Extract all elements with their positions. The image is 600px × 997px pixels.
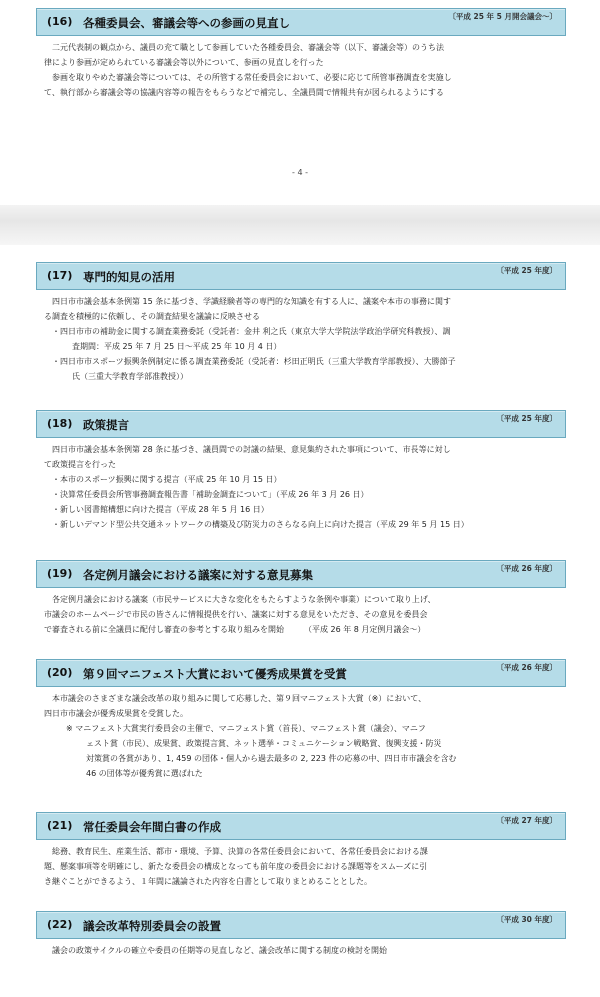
body-line: 総務、教育民生、産業生活、都市・環境、予算、決算の各常任委員会において、各常任委員会における課 xyxy=(52,847,428,856)
section-body xyxy=(36,588,566,637)
section-title: 議会改革特別委員会の設置 xyxy=(83,919,221,933)
body-line: 市議会のホームページで市民の皆さんに情報提供を行い、議案に対する意見をいただき、その意見を委員会 xyxy=(44,610,428,619)
section-header xyxy=(36,812,566,840)
period-tag: 〔平成 27 年度〕 xyxy=(496,816,557,825)
section-19 xyxy=(36,560,566,637)
document-page-4 xyxy=(0,0,600,205)
bullet-item: ・四日市市の補助金に関する調査業務委託（受託者：金井 利之氏（東京大学大学院法学政治学研究科教授）、調 xyxy=(52,327,451,336)
section-title: 各定例月議会における議案に対する意見募集 xyxy=(83,568,313,582)
body-line: 議会の政策サイクルの確立や委員の任期等の見直しなど、議会改革に関する制度の検討を開始 xyxy=(52,946,388,955)
section-header xyxy=(36,262,566,290)
section-header xyxy=(36,410,566,438)
section-header xyxy=(36,8,566,36)
body-line: る調査を積極的に依頼し、その調査結果を議論に反映させる xyxy=(44,312,260,321)
section-body xyxy=(36,438,566,532)
page-number: - 4 - xyxy=(292,168,308,177)
section-number: (19) xyxy=(47,567,73,580)
section-22 xyxy=(36,911,566,958)
section-18 xyxy=(36,410,566,532)
body-line: 四日市市議会が優秀成果賞を受賞した。 xyxy=(44,709,188,718)
bullet-item: ・新しい図書館構想に向けた提言（平成 28 年 5 月 16 日） xyxy=(52,505,269,514)
section-number: (21) xyxy=(47,819,73,832)
body-line: 四日市市議会基本条例第 28 条に基づき、議員間での討議の結果、意見集約された事項について、市長等に対し xyxy=(52,445,451,454)
section-body xyxy=(36,36,566,100)
bullet-item-cont: 査期間：平成 25 年 7 月 25 日～平成 25 年 10 月 4 日） xyxy=(72,342,282,351)
section-title: 各種委員会、審議会等への参画の見直し xyxy=(83,16,290,30)
body-line: 四日市市議会基本条例第 15 条に基づき、学識経験者等の専門的な知識を有する人に、議案や本市の事務に関す xyxy=(52,297,451,306)
section-number: (20) xyxy=(47,666,73,679)
section-20 xyxy=(36,659,566,781)
section-body xyxy=(36,687,566,781)
section-title: 第９回マニフェスト大賞において優秀成果賞を受賞 xyxy=(83,667,347,681)
section-number: (18) xyxy=(47,417,73,430)
section-16 xyxy=(36,8,566,100)
note-line: 対策賞の各賞があり、1, 459 の団体・個人から過去最多の 2, 223 件の応募の中、四日市市議会を含む xyxy=(86,754,457,763)
body-line: 二元代表制の観点から、議員の充て職として参画していた各種委員会、審議会等（以下、審議会等）のうち法 xyxy=(52,43,444,52)
section-title: 専門的知見の活用 xyxy=(83,270,175,284)
period-tag: 〔平成 25 年度〕 xyxy=(496,414,557,423)
section-title: 常任委員会年間白書の作成 xyxy=(83,820,221,834)
body-line: て、執行部から審議会等の協議内容等の報告をもらうなどで補完し、全議員間で情報共有が図られるようにする xyxy=(44,88,444,97)
section-body xyxy=(36,840,566,889)
body-line: き継ぐことができるよう、１年間に議論された内容を白書として取りまとめることとした。 xyxy=(44,877,372,886)
body-line: 題、懸案事項等を明確にし、新たな委員会の構成となっても前年度の委員会における課題等をスムーズに引 xyxy=(44,862,428,871)
section-header xyxy=(36,560,566,588)
section-body xyxy=(36,290,566,384)
note-line: 46 の団体等が優秀賞に選ばれた xyxy=(86,769,203,778)
period-tag: 〔平成 30 年度〕 xyxy=(496,915,557,924)
note-line: ェスト賞（市民）、成果賞、政策提言賞、ネット選挙・コミュニケーション戦略賞、復興支援・防災 xyxy=(86,739,442,748)
period-tag: 〔平成 25 年度〕 xyxy=(496,266,557,275)
body-line: 本市議会のさまざまな議会改革の取り組みに関して応募した、第９回マニフェスト大賞（※）において、 xyxy=(52,694,427,703)
body-line: 律により参画が定められている審議会等以外について、参画の見直しを行った xyxy=(44,58,324,67)
note-line: ※ マニフェスト大賞実行委員会の主催で、マニフェスト賞（首長）、マニフェスト賞（議会）、マニフ xyxy=(66,724,426,733)
section-number: (17) xyxy=(47,269,73,282)
bullet-item: ・決算常任委員会所管事務調査報告書「補助金調査について」（平成 26 年 3 月 26 日） xyxy=(52,490,369,499)
bullet-item: ・本市のスポーツ振興に関する提言（平成 25 年 10 月 15 日） xyxy=(52,475,282,484)
body-line: 各定例月議会における議案（市民サービスに大きな変化をもたらすような条例や事業）について取り上げ、 xyxy=(52,595,436,604)
body-line: で審査される前に全議員に配付し審査の参考とする取り組みを開始 （平成 26 年 8 月定例月議会～） xyxy=(44,625,426,634)
bullet-item: ・新しいデマンド型公共交通ネットワークの構築及び防災力のさらなる向上に向けた提言（平成 29 年 5 月 15 日） xyxy=(52,520,469,529)
body-line: 参画を取りやめた審議会等については、その所管する常任委員会において、必要に応じて所管事務調査を実施し xyxy=(52,73,452,82)
bullet-item: ・四日市市スポーツ振興条例制定に係る調査業務委託（受託者：杉田正明氏（三重大学教育学部教授）、大勝節子 xyxy=(52,357,456,366)
section-number: (16) xyxy=(47,15,73,28)
section-17 xyxy=(36,262,566,384)
section-header xyxy=(36,659,566,687)
period-tag: 〔平成 26 年度〕 xyxy=(496,564,557,573)
page-gap xyxy=(0,205,600,245)
document-page-5 xyxy=(0,245,600,997)
period-tag: 〔平成 25 年 5 月開会議会～〕 xyxy=(448,12,557,21)
section-body xyxy=(36,939,566,958)
bullet-item-cont: 氏（三重大学教育学部准教授）） xyxy=(72,372,188,381)
section-21 xyxy=(36,812,566,889)
section-header xyxy=(36,911,566,939)
body-line: て政策提言を行った xyxy=(44,460,116,469)
section-title: 政策提言 xyxy=(83,418,129,432)
period-tag: 〔平成 26 年度〕 xyxy=(496,663,557,672)
section-number: (22) xyxy=(47,918,73,931)
